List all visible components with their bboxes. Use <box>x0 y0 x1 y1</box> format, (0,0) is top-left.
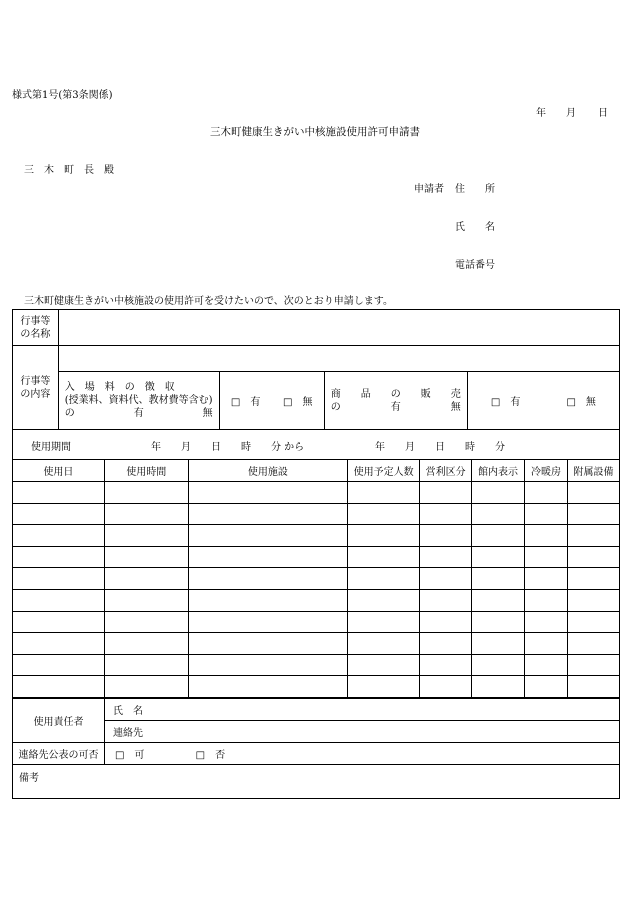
intro-text: 三木町健康生きがい中核施設の使用許可を受けたいので、次のとおり申請します。 <box>24 296 393 307</box>
admission-no-option[interactable]: □ 無 <box>283 397 313 408</box>
applicant-label: 申請者 <box>414 184 444 195</box>
schedule-cell[interactable] <box>348 654 420 676</box>
schedule-cell[interactable] <box>472 482 525 504</box>
schedule-cell[interactable] <box>568 589 620 611</box>
applicant-address-label: 住 所 <box>455 184 495 195</box>
publish-deny-checkbox[interactable]: □ <box>195 750 206 761</box>
schedule-cell[interactable] <box>525 633 568 655</box>
schedule-cell[interactable] <box>348 611 420 633</box>
sales-label: 商 品 の 販 売 の 有 無 <box>324 372 467 430</box>
remarks-field[interactable] <box>13 765 620 799</box>
schedule-row <box>13 633 620 655</box>
schedule-cell[interactable] <box>348 525 420 547</box>
schedule-row <box>13 589 620 611</box>
schedule-cell[interactable] <box>568 568 620 590</box>
schedule-cell[interactable] <box>472 546 525 568</box>
schedule-cell[interactable] <box>104 482 188 504</box>
schedule-cell[interactable] <box>104 546 188 568</box>
schedule-cell[interactable] <box>348 482 420 504</box>
schedule-cell[interactable] <box>472 525 525 547</box>
schedule-cell[interactable] <box>348 633 420 655</box>
schedule-cell[interactable] <box>188 503 348 525</box>
schedule-cell[interactable] <box>13 676 105 698</box>
schedule-cell[interactable] <box>104 676 188 698</box>
responsible-name-field[interactable] <box>104 699 619 721</box>
schedule-cell[interactable] <box>472 503 525 525</box>
sales-yes-checkbox[interactable]: □ <box>490 397 501 408</box>
schedule-cell[interactable] <box>420 589 472 611</box>
schedule-cell[interactable] <box>420 482 472 504</box>
schedule-cell[interactable] <box>104 503 188 525</box>
schedule-cell[interactable] <box>13 633 105 655</box>
schedule-cell[interactable] <box>13 611 105 633</box>
schedule-row <box>13 546 620 568</box>
responsible-name-label: 氏 名 <box>112 706 143 717</box>
usage-period-label: 使用期間 <box>31 442 71 453</box>
usage-period-to: 年 月 日 時 分 <box>375 442 505 453</box>
schedule-cell[interactable] <box>188 546 348 568</box>
schedule-row <box>13 568 620 590</box>
schedule-cell[interactable] <box>348 546 420 568</box>
event-content-field[interactable] <box>58 346 619 372</box>
schedule-row <box>13 676 620 698</box>
event-info-table <box>12 309 620 460</box>
schedule-cell[interactable] <box>472 611 525 633</box>
schedule-cell[interactable] <box>104 525 188 547</box>
schedule-cell[interactable] <box>420 568 472 590</box>
date-month-label: 月 <box>566 108 576 119</box>
contact-publish-label: 連絡先公表の可否 <box>13 743 105 765</box>
header-facility: 使用施設 <box>188 460 348 482</box>
schedule-cell[interactable] <box>13 589 105 611</box>
contact-publish-options <box>104 743 619 765</box>
event-content-label: 行事等 の内容 <box>13 346 59 430</box>
schedule-header-row <box>13 460 620 482</box>
schedule-cell[interactable] <box>525 546 568 568</box>
sales-yes-option[interactable]: □ 有 <box>490 397 521 408</box>
schedule-cell[interactable] <box>568 633 620 655</box>
schedule-cell[interactable] <box>568 482 620 504</box>
schedule-cell[interactable] <box>525 676 568 698</box>
date-year-label: 年 <box>536 108 546 119</box>
schedule-cell[interactable] <box>472 676 525 698</box>
form-number: 様式第1号(第3条関係) <box>12 90 113 101</box>
schedule-cell[interactable] <box>525 589 568 611</box>
schedule-cell[interactable] <box>525 525 568 547</box>
schedule-cell[interactable] <box>348 568 420 590</box>
schedule-cell[interactable] <box>13 654 105 676</box>
schedule-cell[interactable] <box>104 654 188 676</box>
schedule-cell[interactable] <box>420 654 472 676</box>
schedule-row <box>13 611 620 633</box>
schedule-cell[interactable] <box>568 525 620 547</box>
schedule-cell[interactable] <box>568 503 620 525</box>
schedule-row <box>13 503 620 525</box>
schedule-cell[interactable] <box>348 676 420 698</box>
sales-no-option[interactable]: □ 無 <box>566 397 596 408</box>
admission-no-checkbox[interactable]: □ <box>283 397 293 408</box>
responsible-contact-label: 連絡先 <box>112 728 143 739</box>
schedule-cell[interactable] <box>568 546 620 568</box>
schedule-cell[interactable] <box>104 568 188 590</box>
header-profit-category: 営利区分 <box>420 460 472 482</box>
schedule-row <box>13 482 620 504</box>
schedule-cell[interactable] <box>420 611 472 633</box>
schedule-cell[interactable] <box>472 654 525 676</box>
event-name-field[interactable] <box>58 310 619 346</box>
applicant-name-label: 氏 名 <box>455 222 495 233</box>
schedule-cell[interactable] <box>104 589 188 611</box>
schedule-cell[interactable] <box>188 633 348 655</box>
usage-period-from: 年 月 日 時 分 から <box>151 442 305 453</box>
header-usage-time: 使用時間 <box>104 460 188 482</box>
schedule-cell[interactable] <box>472 568 525 590</box>
schedule-cell[interactable] <box>568 676 620 698</box>
schedule-cell[interactable] <box>472 633 525 655</box>
schedule-cell[interactable] <box>13 503 105 525</box>
schedule-cell[interactable] <box>348 503 420 525</box>
publish-deny-option[interactable]: □ 否 <box>195 750 226 761</box>
admission-yes-option[interactable]: □ 有 <box>230 397 261 408</box>
schedule-cell[interactable] <box>188 482 348 504</box>
schedule-cell[interactable] <box>188 568 348 590</box>
document-title: 三木町健康生きがい中核施設使用許可申請書 <box>210 126 420 138</box>
schedule-cell[interactable] <box>525 503 568 525</box>
responsible-label: 使用責任者 <box>13 699 105 743</box>
admission-fee-options <box>219 372 324 430</box>
header-equipment: 附属設備 <box>568 460 620 482</box>
responsible-contact-field[interactable] <box>104 721 619 743</box>
schedule-cell[interactable] <box>472 589 525 611</box>
publish-allow-checkbox[interactable]: □ <box>114 750 125 761</box>
remarks-label: 備考 <box>19 773 39 784</box>
admission-fee-label: 入 場 料 の 徴 収 (授業料、資料代、教材費等含む) の 有 無 <box>58 372 219 430</box>
schedule-cell[interactable] <box>568 654 620 676</box>
schedule-cell[interactable] <box>420 546 472 568</box>
schedule-cell[interactable] <box>13 568 105 590</box>
schedule-cell[interactable] <box>525 482 568 504</box>
schedule-cell[interactable] <box>188 676 348 698</box>
schedule-cell[interactable] <box>188 654 348 676</box>
sales-no-checkbox[interactable]: □ <box>566 397 576 408</box>
sales-options <box>467 372 619 430</box>
header-expected-count: 使用予定人数 <box>348 460 420 482</box>
schedule-cell[interactable] <box>104 633 188 655</box>
schedule-row <box>13 525 620 547</box>
schedule-cell[interactable] <box>188 525 348 547</box>
schedule-cell[interactable] <box>420 503 472 525</box>
header-indoor-display: 館内表示 <box>472 460 525 482</box>
schedule-cell[interactable] <box>13 482 105 504</box>
schedule-cell[interactable] <box>13 525 105 547</box>
schedule-cell[interactable] <box>420 525 472 547</box>
applicant-phone-label: 電話番号 <box>455 260 495 271</box>
schedule-cell[interactable] <box>13 546 105 568</box>
date-day-label: 日 <box>598 108 608 119</box>
schedule-cell[interactable] <box>525 568 568 590</box>
schedule-cell[interactable] <box>568 611 620 633</box>
header-usage-date: 使用日 <box>13 460 105 482</box>
admission-yes-checkbox[interactable]: □ <box>230 397 241 408</box>
addressee: 三 木 町 長 殿 <box>24 165 114 176</box>
publish-allow-option[interactable]: □ 可 <box>114 750 145 761</box>
schedule-row <box>13 654 620 676</box>
schedule-cell[interactable] <box>188 589 348 611</box>
schedule-cell[interactable] <box>525 654 568 676</box>
header-air-conditioning: 冷暖房 <box>525 460 568 482</box>
schedule-cell[interactable] <box>348 589 420 611</box>
schedule-cell[interactable] <box>188 611 348 633</box>
schedule-cell[interactable] <box>525 611 568 633</box>
schedule-table <box>12 459 620 698</box>
schedule-cell[interactable] <box>420 633 472 655</box>
schedule-cell[interactable] <box>420 676 472 698</box>
usage-period-row[interactable] <box>13 430 620 460</box>
schedule-cell[interactable] <box>104 611 188 633</box>
responsible-table <box>12 698 620 799</box>
event-name-label: 行事等 の名称 <box>13 310 59 346</box>
